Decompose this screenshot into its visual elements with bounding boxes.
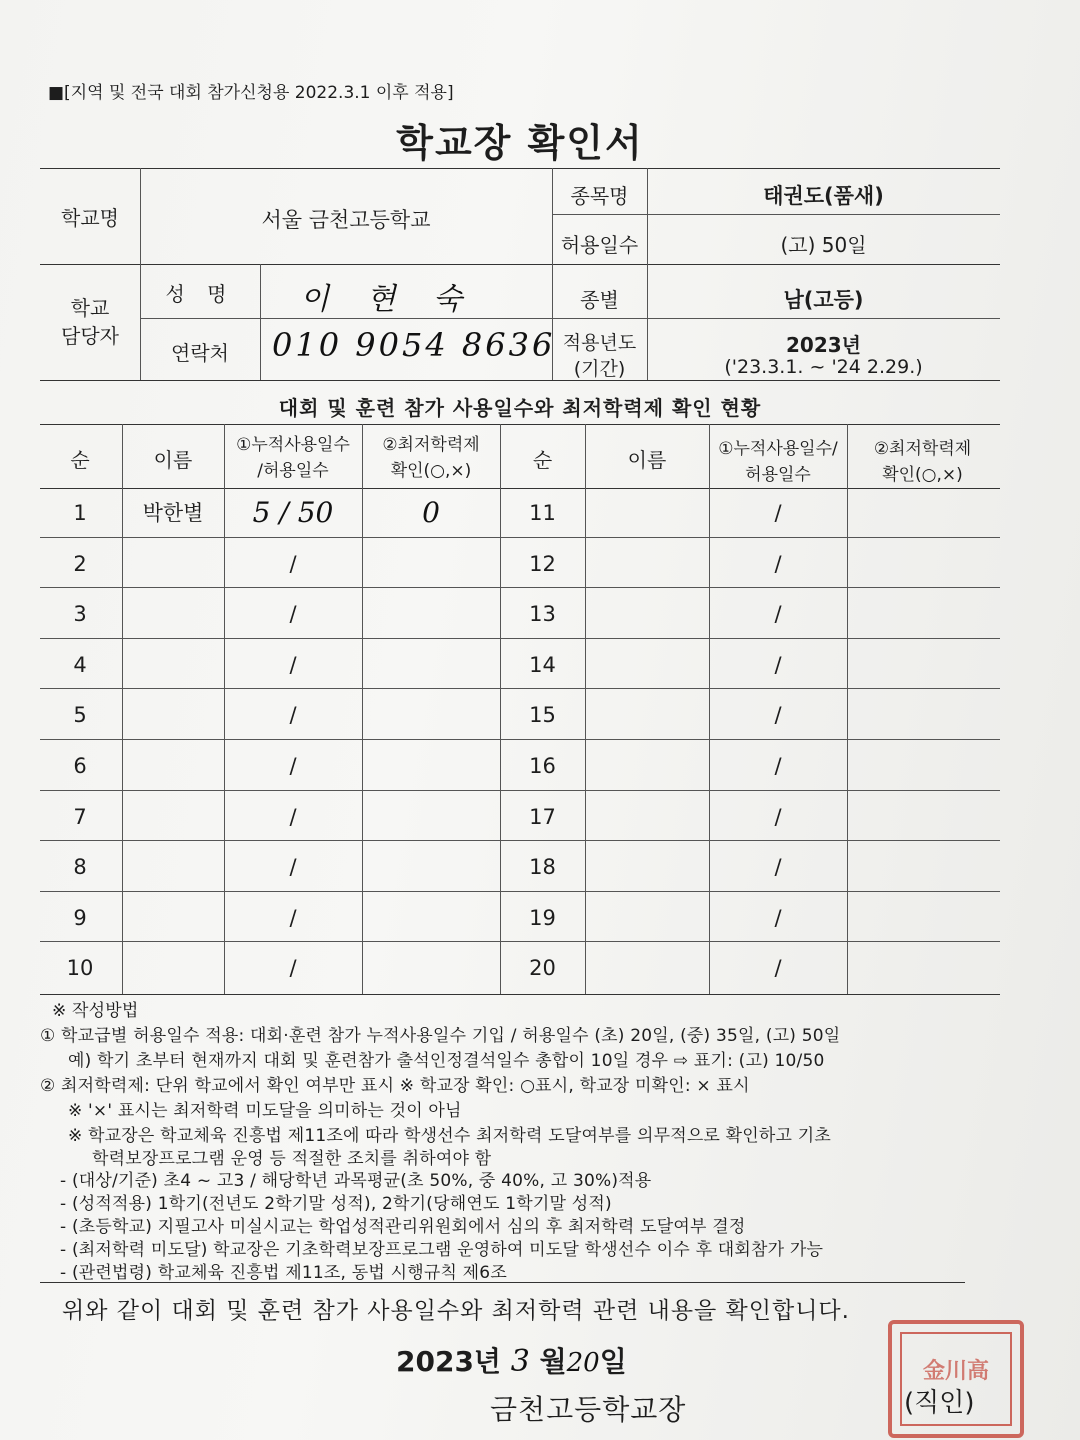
table-row (38, 893, 998, 943)
manager-name-handwritten: 이 현 숙 (300, 282, 477, 317)
cell-days-left: / (289, 905, 297, 930)
cell-check-right (847, 589, 998, 639)
cell-check-right (847, 943, 998, 993)
cell-check-left (362, 589, 500, 639)
cell-days-left: / (289, 602, 297, 627)
page-title: 학교장 확인서 (396, 121, 644, 165)
seal-text: 金川高 (922, 1359, 989, 1384)
cell-seq-left: 1 (73, 501, 87, 525)
cell-name-left (122, 589, 224, 639)
cell-name-left (122, 640, 224, 690)
cell-name-left (122, 539, 224, 589)
principal-title: 금천고등학교장 (490, 1393, 687, 1426)
date-day: 20 (566, 1348, 600, 1378)
cell-seq-left: 10 (66, 956, 94, 981)
cell-seq-left: 7 (73, 804, 87, 829)
cell-check-right (847, 741, 998, 791)
cell-name-left (122, 690, 224, 740)
cell-name-right (585, 589, 709, 639)
cell-seq-right: 11 (529, 501, 556, 525)
cell-name-left (122, 893, 224, 943)
instruction-line: 학력보장프로그램 운영 등 적절한 조치를 취하여야 함 (92, 1149, 492, 1169)
cell-check-right (847, 488, 998, 538)
cell-seq-right: 12 (529, 551, 556, 576)
school-name-label: 학교명 (61, 206, 119, 230)
table-row (38, 640, 998, 690)
cell-check-right (847, 792, 998, 842)
cell-days-right: / (774, 804, 782, 829)
contact-label: 연락처 (171, 341, 229, 365)
cell-check-left (362, 690, 500, 740)
instruction-line: ② 최저학력제: 단위 학교에서 확인 여부만 표시 ※ 학교장 확인: ○표시, 학교장 미확인: × 표시 (40, 1076, 750, 1096)
cell-days-left: / (289, 703, 297, 728)
cell-check-left (362, 943, 500, 993)
cell-days-left: / (289, 956, 297, 981)
cell-days-left: / (289, 754, 297, 778)
table-row (38, 943, 998, 993)
instruction-line: - (관련법령) 학교체육 진흥법 제11조, 동법 시행규칙 제6조 (60, 1263, 507, 1283)
confirmation-statement: 위와 같이 대회 및 훈련 참가 사용일수와 최저학력 관련 내용을 확인합니다. (62, 1298, 850, 1324)
manager-label-line2: 담당자 (61, 324, 119, 348)
instruction-line: 예) 학기 초부터 현재까지 대회 및 훈련참가 출석인정결석일수 총합이 10일 경우 ⇨ 표기: (고) 10/50 (68, 1051, 825, 1071)
cell-days-right: / (774, 551, 782, 576)
cell-check-right (847, 893, 998, 943)
cell-seq-left: 9 (73, 905, 87, 930)
seal-mark-label: (직인) (904, 1388, 975, 1418)
header-min-left-2: 확인(○,×) (390, 461, 472, 481)
instruction-line: ※ '×' 표시는 최저학력 미도달을 의미하는 것이 아님 (68, 1101, 462, 1121)
table-row (38, 488, 998, 538)
period-value: ('23.3.1. ~ '24 2.29.) (724, 356, 923, 378)
cell-check-left (362, 741, 500, 791)
instruction-line: - (대상/기준) 초4 ~ 고3 / 해당학년 과목평균(초 50%, 중 40%, 고 30%)적용 (60, 1171, 652, 1191)
cell-name-right (585, 943, 709, 993)
date-month: 3 (510, 1344, 530, 1379)
cell-seq-left: 3 (73, 602, 87, 627)
gender-label: 종별 (580, 288, 619, 312)
table-row (38, 539, 998, 589)
cell-seq-right: 16 (529, 754, 556, 778)
cell-check-right (847, 690, 998, 740)
header-min-left-1: ②최저학력제 (382, 435, 480, 455)
official-seal-stamp (888, 1320, 1024, 1438)
cell-name-right (585, 741, 709, 791)
cell-days-right: / (774, 905, 782, 930)
header-days-right-1: ①누적사용일수/ (718, 439, 838, 459)
cell-seq-right: 14 (529, 652, 556, 677)
cell-check-left (362, 640, 500, 690)
cell-seq-right: 15 (529, 703, 556, 728)
cell-check-right (847, 640, 998, 690)
cell-name-right (585, 690, 709, 740)
gender-value: 남(고등) (783, 288, 864, 312)
cell-days-left: 5 / 50 (252, 496, 334, 529)
cell-days-right: / (774, 602, 782, 627)
table-row (38, 690, 998, 740)
instruction-line: - (초등학교) 지필고사 미실시교는 학업성적관리위원회에서 심의 후 최저학력 도달여부 결정 (60, 1217, 746, 1237)
header-seq-left: 순 (70, 448, 90, 472)
cell-name-left (122, 943, 224, 993)
cell-seq-right: 20 (529, 956, 556, 981)
header-days-left-1: ①누적사용일수 (236, 435, 350, 455)
cell-seq-left: 2 (73, 551, 87, 576)
cell-check-left (362, 792, 500, 842)
cell-seq-right: 18 (529, 855, 556, 880)
instruction-line: ※ 작성방법 (52, 1001, 139, 1021)
cell-name-right (585, 893, 709, 943)
cell-check-left (362, 842, 500, 892)
cell-check-left (362, 539, 500, 589)
cell-days-left: / (289, 551, 297, 576)
cell-name-left: 박한별 (142, 501, 204, 525)
date-year: 2023년 (396, 1345, 501, 1378)
header-seq-right: 순 (532, 448, 553, 472)
cell-days-right: / (774, 652, 782, 677)
cell-check-left: 0 (422, 496, 440, 529)
cell-days-right: / (774, 501, 782, 525)
cell-seq-right: 17 (529, 804, 556, 829)
date-month-unit: 월 (539, 1345, 567, 1378)
cell-name-right (585, 792, 709, 842)
cell-name-left (122, 741, 224, 791)
year-label-line1: 적용년도 (562, 332, 637, 354)
header-min-right-1: ②최저학력제 (873, 439, 972, 459)
table-row (38, 589, 998, 639)
table-title: 대회 및 훈련 참가 사용일수와 최저학력제 확인 현황 (278, 396, 762, 420)
cell-name-right (585, 539, 709, 589)
cell-seq-left: 8 (73, 855, 87, 880)
header-days-left-2: /허용일수 (257, 461, 329, 481)
cell-check-left (362, 893, 500, 943)
table-row (38, 792, 998, 842)
header-min-right-2: 확인(○,×) (882, 465, 963, 485)
cell-days-right: / (774, 754, 782, 778)
cell-days-left: / (289, 804, 297, 829)
cell-days-left: / (289, 855, 297, 880)
date-day-unit: 일 (599, 1345, 627, 1378)
instruction-line: ※ 학교장은 학교체육 진흥법 제11조에 따라 학생선수 최저학력 도달여부를 의무적으로 확인하고 기초 (68, 1126, 831, 1146)
cell-name-left (122, 792, 224, 842)
cell-name-left (122, 842, 224, 892)
cell-seq-left: 6 (73, 754, 87, 778)
cell-seq-right: 19 (529, 905, 556, 930)
form-version-note: ■[지역 및 전국 대회 참가신청용 2022.3.1 이후 적용] (48, 83, 454, 103)
instruction-line: ① 학교급별 허용일수 적용: 대회·훈련 참가 누적사용일수 기입 / 허용일수 (초) 20일, (중) 35일, (고) 50일 (40, 1026, 841, 1046)
year-value: 2023년 (786, 333, 861, 357)
cell-name-right (585, 640, 709, 690)
contact-handwritten: 010 9054 8636 (272, 326, 556, 364)
cell-seq-left: 4 (73, 652, 87, 677)
allowed-days-label: 허용일수 (560, 233, 639, 257)
year-label-line2: (기간) (573, 358, 626, 380)
cell-check-right (847, 539, 998, 589)
header-name-left: 이름 (153, 448, 193, 472)
header-name-right: 이름 (627, 448, 667, 472)
header-days-right-2: 허용일수 (745, 465, 811, 485)
cell-name-right (585, 488, 709, 538)
cell-name-right (585, 842, 709, 892)
instruction-line: - (최저학력 미도달) 학교장은 기초학력보장프로그램 운영하여 미도달 학생선수 이수 후 대회참가 가능 (60, 1240, 824, 1260)
cell-days-right: / (774, 956, 782, 981)
sport-label: 종목명 (570, 184, 629, 208)
cell-days-right: / (774, 855, 782, 880)
school-name-value: 서울 금천고등학교 (261, 208, 431, 232)
cell-days-left: / (289, 652, 297, 677)
cell-seq-right: 13 (529, 602, 556, 627)
allowed-days-value: (고) 50일 (780, 233, 867, 257)
name-label: 성 명 (165, 282, 235, 306)
table-row (38, 842, 998, 892)
date-line (396, 1340, 627, 1380)
table-row (38, 741, 998, 791)
sport-value: 태권도(품새) (763, 184, 884, 208)
manager-label-line1: 학교 (70, 296, 110, 320)
cell-days-right: / (774, 703, 782, 728)
instruction-line: - (성적적용) 1학기(전년도 2학기말 성적), 2학기(당해연도 1학기말 성적) (60, 1194, 612, 1214)
cell-check-right (847, 842, 998, 892)
cell-seq-left: 5 (73, 703, 87, 728)
